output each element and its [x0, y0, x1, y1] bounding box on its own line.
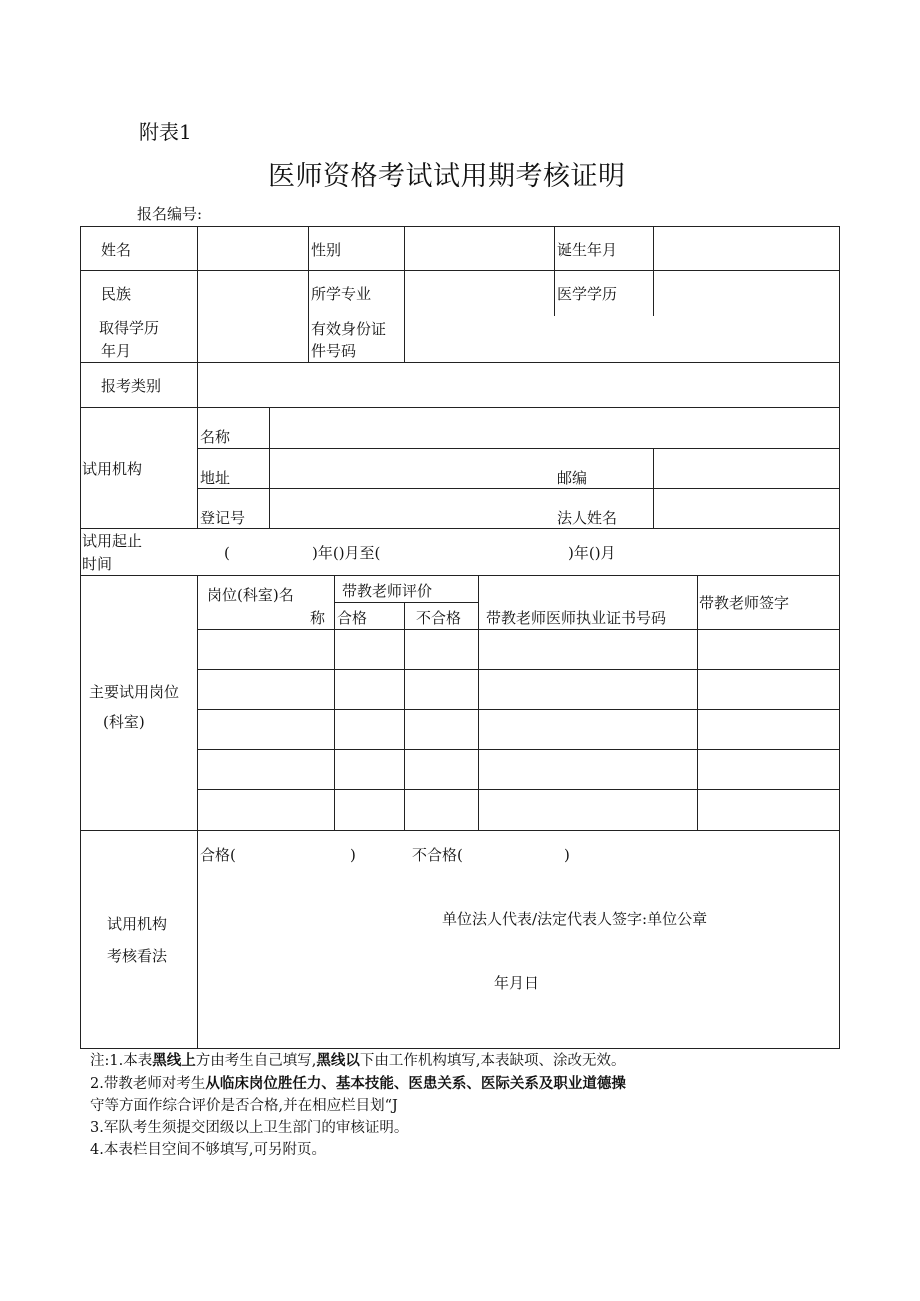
postcode-label: 邮编	[557, 469, 588, 487]
note-3: 3.军队考生须提交团级以上卫生部门的审核证明。	[90, 1120, 409, 1136]
degree-date-label-line1: 取得学历	[99, 319, 160, 337]
degree-date-label-line2: 年月	[101, 342, 132, 360]
signature-line: 单位法人代表/法定代表人签字:单位公章	[442, 910, 708, 928]
registration-number-label: 报名编号:	[137, 205, 203, 223]
note-2: 2.带教老师对考生从临床岗位胜任力、基本技能、医患关系、医际关系及职业道德操	[90, 1076, 626, 1092]
birth-date-label: 诞生年月	[557, 241, 618, 259]
opinion-pass: 合格(	[200, 846, 236, 864]
post-name-header-line2: 称	[310, 609, 326, 627]
date-line: 年月日	[494, 974, 540, 992]
id-number-label-line2: 件号码	[311, 342, 357, 360]
teacher-cert-header: 带教老师医师执业证书号码	[486, 609, 667, 627]
page-title: 医师资格考试试用期考核证明	[268, 161, 626, 192]
period-label-line2: 时间	[82, 555, 113, 573]
teacher-eval-header: 带教老师评价	[342, 582, 433, 600]
teacher-sign-header: 带教老师签字	[699, 594, 790, 612]
period-text-to: )年()月	[568, 544, 616, 562]
name-label: 姓名	[101, 241, 132, 259]
opinion-pass-close: )	[350, 846, 356, 864]
posts-label-line2: (科室)	[103, 713, 145, 731]
major-label: 所学专业	[311, 285, 372, 303]
id-number-label-line1: 有效身份证	[311, 320, 387, 338]
education-label: 医学学历	[557, 285, 618, 303]
period-label-line1: 试用起止	[82, 532, 143, 550]
institution-label: 试用机构	[82, 460, 143, 478]
posts-label-line1: 主要试用岗位	[89, 683, 180, 701]
appendix-label: 附表1	[139, 120, 192, 144]
note-4: 4.本表栏目空间不够填写,可另附页。	[90, 1142, 326, 1158]
exam-type-label: 报考类别	[101, 377, 162, 395]
ethnicity-label: 民族	[101, 285, 132, 303]
gender-label: 性别	[311, 241, 342, 259]
registration-label: 登记号	[200, 509, 246, 527]
opinion-label-line2: 考核看法	[107, 947, 168, 965]
opinion-label-line1: 试用机构	[107, 915, 168, 933]
fail-header: 不合格	[416, 609, 462, 627]
note-2-continued: 守等方面作综合评价是否合格,并在相应栏目划“J	[90, 1098, 398, 1114]
institution-name-label: 名称	[200, 428, 231, 446]
legal-person-label: 法人姓名	[557, 509, 618, 527]
opinion-fail: 不合格(	[412, 846, 463, 864]
period-open-paren: (	[224, 544, 230, 562]
post-name-header-line1: 岗位(科室)名	[207, 586, 294, 604]
opinion-fail-close: )	[564, 846, 570, 864]
period-text-from: )年()月至(	[312, 544, 381, 562]
pass-header: 合格	[337, 609, 368, 627]
note-1: 注:1.本表黑线上方由考生自己填写,黑线以下由工作机构填写,本表缺项、涂改无效。	[90, 1053, 626, 1069]
institution-address-label: 地址	[200, 469, 231, 487]
